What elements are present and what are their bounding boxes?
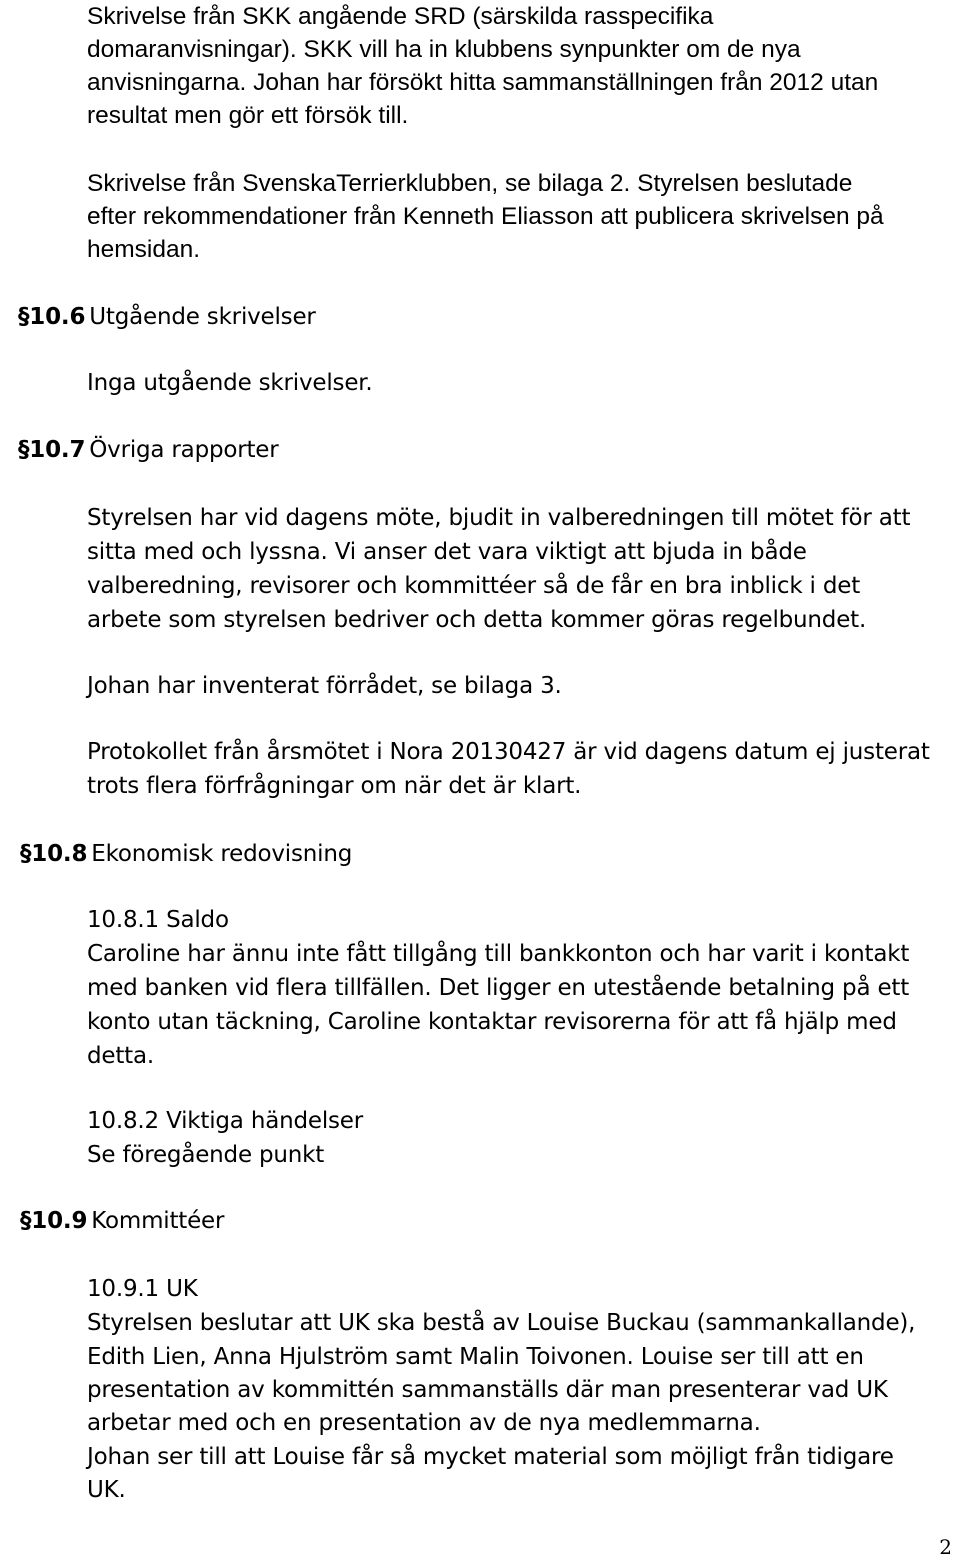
- section-heading-10-9: [20, 1204, 224, 1238]
- section-number: §10.9: [20, 1208, 88, 1234]
- section-body-line: Edith Lien, Anna Hjulström samt Malin Toivonen. Louise ser till att en: [87, 1344, 864, 1370]
- intro-line: Skrivelse från SKK angående SRD (särskilda rasspecifika: [87, 3, 714, 30]
- terrier-line: efter rekommendationer från Kenneth Eliasson att publicera skrivelsen på: [87, 203, 884, 230]
- section-heading-10-8: [20, 837, 352, 871]
- section-number: §10.7: [18, 437, 86, 463]
- section-body-line: Johan har inventerat förrådet, se bilaga 3.: [87, 673, 562, 699]
- section-heading-10-6: [18, 300, 316, 334]
- intro-line: resultat men gör ett försök till.: [87, 102, 409, 129]
- section-title: Ekonomisk redovisning: [91, 841, 353, 867]
- section-body-line: Inga utgående skrivelser.: [87, 370, 373, 396]
- section-heading-10-7: [18, 433, 279, 467]
- section-title: Kommittéer: [91, 1208, 225, 1234]
- section-body-line: konto utan täckning, Caroline kontaktar revisorerna för att få hjälp med: [87, 1009, 897, 1035]
- section-body-line: presentation av kommittén sammanställs där man presenterar vad UK: [87, 1377, 888, 1403]
- intro-line: domaranvisningar). SKK vill ha in klubbens synpunkter om de nya: [87, 36, 801, 63]
- section-number: §10.6: [18, 304, 86, 330]
- section-body-line: detta.: [87, 1043, 154, 1069]
- section-body-line: Protokollet från årsmötet i Nora 20130427 är vid dagens datum ej justerat: [87, 739, 930, 765]
- section-body-line: med banken vid flera tillfällen. Det ligger en utestående betalning på ett: [87, 975, 910, 1001]
- section-body-line: Styrelsen beslutar att UK ska bestå av Louise Buckau (sammankallande),: [87, 1310, 916, 1336]
- terrier-line: Skrivelse från SvenskaTerrierklubben, se bilaga 2. Styrelsen beslutade: [87, 170, 853, 197]
- section-body-line: arbetar med och en presentation av de nya medlemmarna.: [87, 1410, 761, 1436]
- section-body-line: sitta med och lyssna. Vi anser det vara viktigt att bjuda in både: [87, 539, 807, 565]
- section-title: Utgående skrivelser: [89, 304, 316, 330]
- section-body-line: Se föregående punkt: [87, 1142, 325, 1168]
- intro-line: anvisningarna. Johan har försökt hitta sammanställningen från 2012 utan: [87, 69, 879, 96]
- subsection-title: 10.9.1 UK: [87, 1276, 198, 1302]
- page-number: 2: [939, 1535, 952, 1559]
- subsection-title: 10.8.2 Viktiga händelser: [87, 1108, 363, 1134]
- section-body-line: trots flera förfrågningar om när det är klart.: [87, 773, 582, 799]
- terrier-line: hemsidan.: [87, 236, 201, 263]
- section-number: §10.8: [20, 841, 88, 867]
- section-body-line: Styrelsen har vid dagens möte, bjudit in valberedningen till mötet för att: [87, 505, 911, 531]
- section-body-line: Caroline har ännu inte fått tillgång till bankkonton och har varit i kontakt: [87, 941, 910, 967]
- section-body-line: Johan ser till att Louise får så mycket material som möjligt från tidigare: [87, 1444, 894, 1470]
- section-title: Övriga rapporter: [89, 437, 279, 463]
- subsection-title: 10.8.1 Saldo: [87, 907, 229, 933]
- section-body-line: arbete som styrelsen bedriver och detta kommer göras regelbundet.: [87, 607, 867, 633]
- section-body-line: valberedning, revisorer och kommittéer så de får en bra inblick i det: [87, 573, 861, 599]
- section-body-line: UK.: [87, 1477, 126, 1503]
